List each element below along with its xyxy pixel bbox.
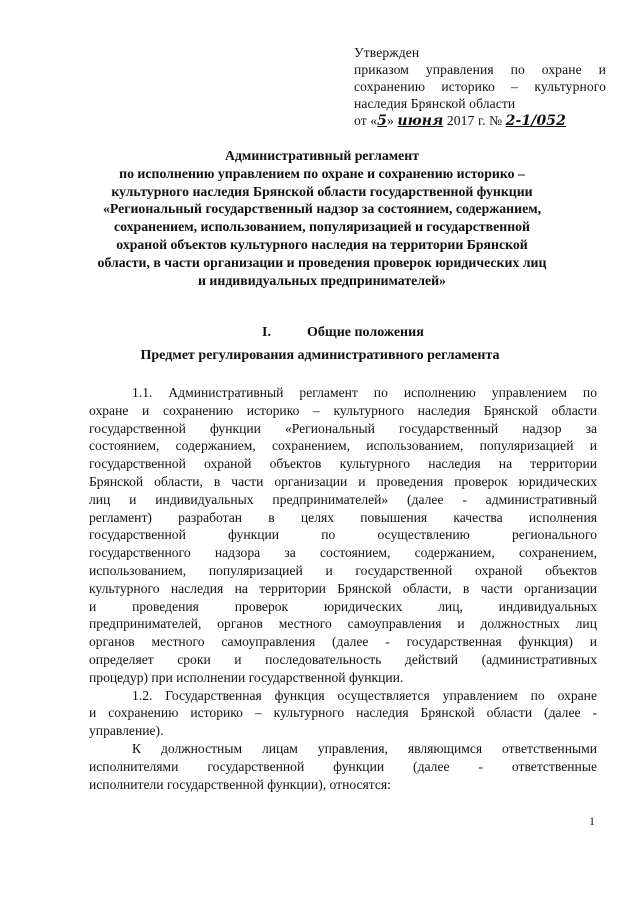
body-line: управление). [89, 723, 164, 739]
title-line: культурного наследия Брянской области государственной функции [111, 183, 533, 199]
approval-line: сохранению историко – культурного [354, 79, 606, 94]
title-line: охраной объектов культурного наследия на территории Брянской [116, 236, 528, 252]
body-line: государственного надзора за состоянием, содержанием, сохранением, [89, 545, 597, 561]
handwritten-month: июня [397, 113, 444, 129]
title-line: по исполнению управлением по охране и сохранению историко – [119, 165, 525, 181]
body-line: определяет сроки и последовательность действий (административных [89, 651, 597, 667]
body-text [89, 384, 597, 793]
body-line: государственной охраной объектов культурного наследия на территории [89, 456, 597, 472]
page-number: 1 [589, 814, 595, 828]
body-line: и сохранению историко – культурного наследия Брянской области (далее - [89, 705, 597, 721]
section-number: I. [262, 325, 271, 340]
body-line: К должностным лицам управления, являющимся ответственными [132, 740, 597, 756]
body-line: и проведения проверок юридических лиц, индивидуальных [89, 598, 597, 614]
date-year: 2017 г. № [443, 113, 506, 128]
document-title [92, 147, 552, 289]
approval-date-line [354, 112, 606, 130]
body-line: Брянской области, в части организации и проведения проверок юридических [89, 473, 597, 489]
approval-line: Утвержден [354, 45, 420, 60]
title-line: сохранением, использованием, популяризацией и государственной [113, 219, 530, 235]
approval-stamp [354, 44, 606, 130]
body-line: государственной функции по осуществлению регионального [89, 527, 597, 543]
date-mid: » [387, 113, 398, 128]
body-line: государственной функции «Региональный государственный надзор за [89, 420, 597, 436]
body-line: 1.1. Административный регламент по исполнению управлением по [132, 385, 597, 400]
handwritten-order-number: 2-1/052 [505, 113, 566, 129]
body-line: исполнителями государственной функции (далее - ответственные [89, 758, 597, 774]
date-prefix: от « [354, 113, 378, 128]
subsection-heading: Предмет регулирования административного регламента [140, 348, 500, 363]
body-line: исполнители государственной функции), относятся: [89, 776, 391, 792]
title-line: Административный регламент [224, 148, 420, 163]
body-line: процедур) при исполнении государственной функции. [89, 669, 404, 685]
body-line: состоянием, содержанием, сохранением, использованием, популяризацией и [89, 438, 597, 454]
body-line: использованием, популяризацией и государственной охраной объектов [89, 562, 597, 578]
title-line: и индивидуальных предпринимателей» [198, 272, 446, 288]
handwritten-day: 5 [377, 113, 387, 129]
body-line: предпринимателей, органов местного самоуправления и должностных лиц [89, 616, 597, 632]
approval-line: приказом управления по охране и [354, 62, 606, 77]
body-line: органов местного самоуправления (далее - государственная функция) и [89, 634, 597, 650]
body-line: культурного наследия на территории Брянской области, в части организации [89, 580, 597, 596]
section-title: Общие положения [307, 325, 424, 340]
body-line: лиц и индивидуальных предпринимателей» (далее - административный [89, 491, 597, 507]
body-line: охране и сохранению историко – культурного наследия Брянской области [89, 402, 597, 418]
approval-line: наследия Брянской области [354, 96, 516, 111]
body-line: 1.2. Государственная функция осуществляется управлением по охране [132, 687, 597, 703]
title-line: области, в части организации и проведения проверок юридических лиц [97, 254, 547, 270]
title-line: «Региональный государственный надзор за состоянием, содержанием, [102, 201, 542, 217]
body-line: регламент) разработан в целях повышения качества исполнения [89, 509, 597, 525]
